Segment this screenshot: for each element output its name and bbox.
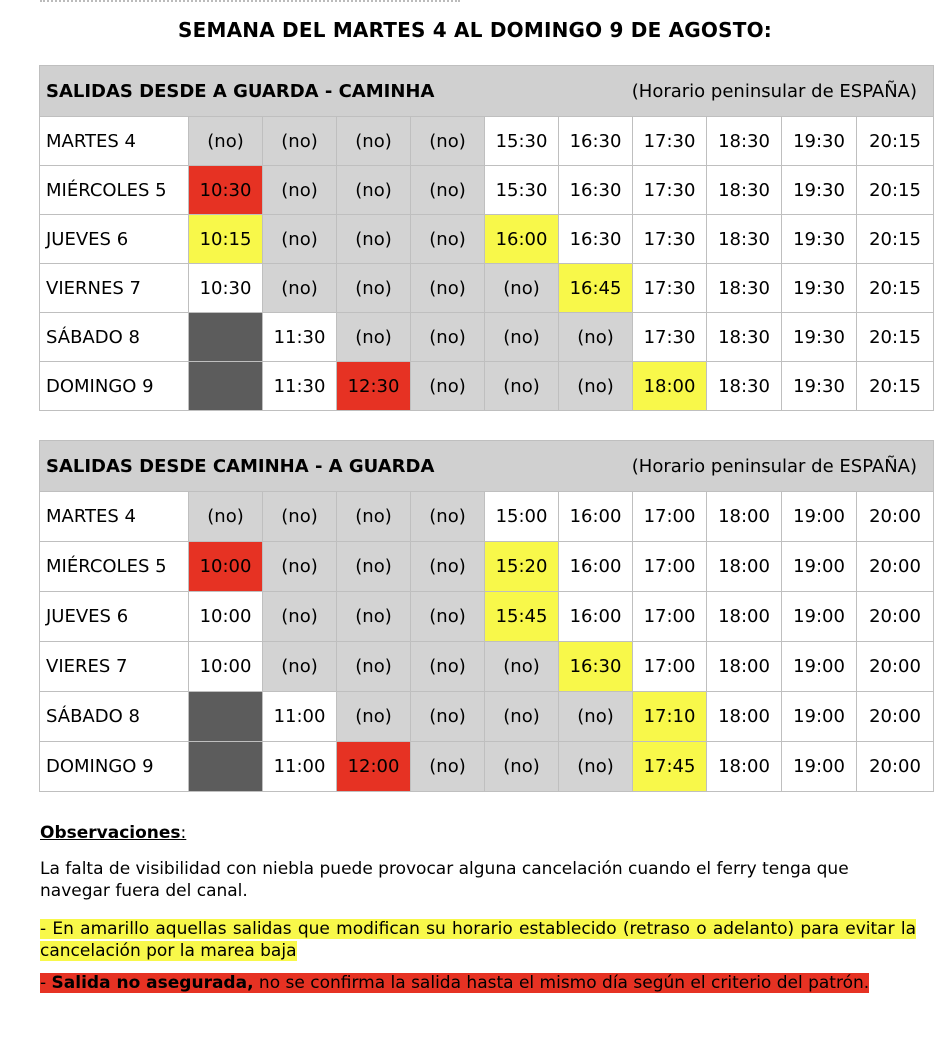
- timezone-note: (Horario peninsular de ESPAÑA): [631, 80, 918, 102]
- no-service-cell: (no): [411, 692, 485, 742]
- yellow-legend: [40, 918, 916, 962]
- table-header-row: [40, 66, 934, 117]
- no-service-cell: (no): [485, 264, 559, 313]
- departure-time-cell: 19:30: [782, 362, 857, 411]
- departure-time-cell: 20:15: [857, 215, 934, 264]
- no-service-cell: (no): [263, 166, 337, 215]
- departure-time-cell: 16:30: [559, 642, 633, 692]
- no-service-cell: (no): [337, 117, 411, 166]
- no-service-cell: (no): [411, 492, 485, 542]
- no-service-cell: (no): [485, 362, 559, 411]
- schedule-table-caminha-guarda: [39, 440, 934, 792]
- departure-time-cell: 19:30: [782, 117, 857, 166]
- departure-time-cell: 18:30: [707, 362, 782, 411]
- departure-time-cell: 15:00: [485, 492, 559, 542]
- table-row: [40, 542, 934, 592]
- red-legend-prefix: -: [40, 973, 52, 993]
- no-service-cell: (no): [263, 542, 337, 592]
- departure-time-cell: 17:30: [633, 264, 707, 313]
- observations-title: Observaciones: [40, 823, 181, 843]
- departure-time-cell: 16:45: [559, 264, 633, 313]
- departure-time-cell: 16:00: [485, 215, 559, 264]
- departure-time-cell: 16:00: [559, 592, 633, 642]
- no-service-cell: (no): [337, 264, 411, 313]
- no-service-cell: (no): [337, 166, 411, 215]
- table-row: [40, 742, 934, 792]
- departure-time-cell: 10:00: [189, 592, 263, 642]
- day-label: VIERES 7: [40, 642, 189, 692]
- no-service-cell: (no): [337, 692, 411, 742]
- departure-time-cell: 18:00: [633, 362, 707, 411]
- departure-time-cell: 20:00: [857, 742, 934, 792]
- day-label: MIÉRCOLES 5: [40, 542, 189, 592]
- departure-time-cell: 19:00: [782, 692, 857, 742]
- departure-time-cell: 18:00: [707, 642, 782, 692]
- departure-time-cell: 20:15: [857, 264, 934, 313]
- day-label: SÁBADO 8: [40, 313, 189, 362]
- no-service-cell: (no): [485, 313, 559, 362]
- departure-time-cell: 16:30: [559, 166, 633, 215]
- red-legend: [40, 972, 916, 994]
- no-service-cell: (no): [337, 215, 411, 264]
- day-label: MIÉRCOLES 5: [40, 166, 189, 215]
- day-label: DOMINGO 9: [40, 742, 189, 792]
- departure-time-cell: 10:00: [189, 542, 263, 592]
- departure-time-cell: 18:30: [707, 264, 782, 313]
- table-row: [40, 362, 934, 411]
- departure-time-cell: 19:00: [782, 592, 857, 642]
- table-body: [40, 117, 934, 411]
- no-service-cell: (no): [485, 642, 559, 692]
- no-service-cell: (no): [411, 313, 485, 362]
- day-label: SÁBADO 8: [40, 692, 189, 742]
- departure-time-cell: 15:20: [485, 542, 559, 592]
- day-label: MARTES 4: [40, 117, 189, 166]
- departure-time-cell: 18:30: [707, 215, 782, 264]
- no-service-cell: (no): [337, 642, 411, 692]
- departure-time-cell: 18:00: [707, 492, 782, 542]
- departure-time-cell: 11:00: [263, 742, 337, 792]
- departure-time-cell: 20:00: [857, 642, 934, 692]
- departure-time-cell: 12:30: [337, 362, 411, 411]
- departure-time-cell: 16:30: [559, 215, 633, 264]
- departure-time-cell: 19:30: [782, 313, 857, 362]
- departure-time-cell: 20:15: [857, 166, 934, 215]
- departure-time-cell: 20:00: [857, 592, 934, 642]
- departure-time-cell: 10:00: [189, 642, 263, 692]
- departure-time-cell: 17:30: [633, 215, 707, 264]
- departure-time-cell: 19:00: [782, 492, 857, 542]
- red-legend-bold: Salida no asegurada,: [51, 973, 254, 993]
- departure-time-cell: 18:00: [707, 692, 782, 742]
- no-service-cell: (no): [485, 742, 559, 792]
- departure-time-cell: 10:30: [189, 166, 263, 215]
- departure-time-cell: 11:00: [263, 692, 337, 742]
- departure-time-cell: 17:30: [633, 117, 707, 166]
- no-service-cell: (no): [411, 592, 485, 642]
- no-service-cell: (no): [411, 166, 485, 215]
- departure-time-cell: 18:30: [707, 313, 782, 362]
- no-service-cell: (no): [337, 592, 411, 642]
- departure-time-cell: 10:15: [189, 215, 263, 264]
- departure-time-cell: 17:00: [633, 642, 707, 692]
- no-service-cell: (no): [263, 264, 337, 313]
- no-service-cell: (no): [411, 264, 485, 313]
- departure-time-cell: 20:00: [857, 492, 934, 542]
- departure-time-cell: 17:30: [633, 166, 707, 215]
- no-service-cell: (no): [263, 215, 337, 264]
- day-label: DOMINGO 9: [40, 362, 189, 411]
- no-service-cell: (no): [263, 642, 337, 692]
- empty-slot-cell: [189, 362, 263, 411]
- red-legend-rest: no se confirma la salida hasta el mismo día según el criterio del patrón.: [253, 973, 870, 993]
- observations-heading: [40, 822, 916, 844]
- day-label: MARTES 4: [40, 492, 189, 542]
- no-service-cell: (no): [559, 313, 633, 362]
- table-row: [40, 592, 934, 642]
- no-service-cell: (no): [411, 215, 485, 264]
- departure-time-cell: 19:30: [782, 264, 857, 313]
- no-service-cell: (no): [411, 362, 485, 411]
- table-row: [40, 264, 934, 313]
- empty-slot-cell: [189, 692, 263, 742]
- table-row: [40, 642, 934, 692]
- departure-time-cell: 19:00: [782, 742, 857, 792]
- day-label: JUEVES 6: [40, 592, 189, 642]
- no-service-cell: (no): [263, 492, 337, 542]
- day-label: VIERNES 7: [40, 264, 189, 313]
- empty-slot-cell: [189, 313, 263, 362]
- table-row: [40, 492, 934, 542]
- no-service-cell: (no): [263, 117, 337, 166]
- departure-time-cell: 19:30: [782, 166, 857, 215]
- day-label: JUEVES 6: [40, 215, 189, 264]
- departure-time-cell: 11:30: [263, 362, 337, 411]
- cropped-header-remnant: [40, 0, 460, 5]
- no-service-cell: (no): [337, 492, 411, 542]
- no-service-cell: (no): [411, 742, 485, 792]
- departure-time-cell: 16:00: [559, 492, 633, 542]
- fog-note: La falta de visibilidad con niebla puede provocar alguna cancelación cuando el ferry tenga que navegar fuera del canal.: [40, 859, 849, 901]
- table-header-row: [40, 441, 934, 492]
- timezone-note: (Horario peninsular de ESPAÑA): [631, 455, 918, 477]
- departure-time-cell: 20:15: [857, 362, 934, 411]
- departure-time-cell: 17:45: [633, 742, 707, 792]
- table-body: [40, 492, 934, 792]
- departure-time-cell: 19:00: [782, 542, 857, 592]
- empty-slot-cell: [189, 742, 263, 792]
- departure-time-cell: 19:30: [782, 215, 857, 264]
- departure-time-cell: 18:00: [707, 542, 782, 592]
- departure-time-cell: 15:30: [485, 166, 559, 215]
- departure-time-cell: 20:00: [857, 692, 934, 742]
- no-service-cell: (no): [337, 542, 411, 592]
- table-title: SALIDAS DESDE A GUARDA - CAMINHA: [46, 80, 435, 102]
- departure-time-cell: 17:10: [633, 692, 707, 742]
- departure-time-cell: 16:00: [559, 542, 633, 592]
- table-row: [40, 117, 934, 166]
- page-title: SEMANA DEL MARTES 4 AL DOMINGO 9 DE AGOSTO:: [178, 18, 772, 42]
- no-service-cell: (no): [411, 642, 485, 692]
- departure-time-cell: 15:45: [485, 592, 559, 642]
- table-row: [40, 215, 934, 264]
- schedule-table-guarda-caminha: [39, 65, 934, 411]
- departure-time-cell: 18:00: [707, 742, 782, 792]
- departure-time-cell: 17:00: [633, 542, 707, 592]
- no-service-cell: (no): [189, 492, 263, 542]
- no-service-cell: (no): [559, 362, 633, 411]
- departure-time-cell: 20:15: [857, 313, 934, 362]
- table-row: [40, 313, 934, 362]
- no-service-cell: (no): [559, 742, 633, 792]
- departure-time-cell: 18:00: [707, 592, 782, 642]
- no-service-cell: (no): [263, 592, 337, 642]
- yellow-legend-text: - En amarillo aquellas salidas que modifican su horario establecido (retraso o adelanto) para evitar la cancelación por la marea baja: [40, 919, 916, 961]
- departure-time-cell: 18:30: [707, 117, 782, 166]
- departure-time-cell: 16:30: [559, 117, 633, 166]
- departure-time-cell: 15:30: [485, 117, 559, 166]
- table-row: [40, 692, 934, 742]
- departure-time-cell: 18:30: [707, 166, 782, 215]
- departure-time-cell: 11:30: [263, 313, 337, 362]
- departure-time-cell: 17:30: [633, 313, 707, 362]
- no-service-cell: (no): [337, 313, 411, 362]
- no-service-cell: (no): [559, 692, 633, 742]
- departure-time-cell: 19:00: [782, 642, 857, 692]
- departure-time-cell: 17:00: [633, 492, 707, 542]
- departure-time-cell: 17:00: [633, 592, 707, 642]
- no-service-cell: (no): [485, 692, 559, 742]
- observations-colon: :: [180, 823, 187, 843]
- departure-time-cell: 10:30: [189, 264, 263, 313]
- table-title: SALIDAS DESDE CAMINHA - A GUARDA: [46, 455, 435, 477]
- no-service-cell: (no): [411, 117, 485, 166]
- departure-time-cell: 12:00: [337, 742, 411, 792]
- no-service-cell: (no): [189, 117, 263, 166]
- no-service-cell: (no): [411, 542, 485, 592]
- departure-time-cell: 20:15: [857, 117, 934, 166]
- departure-time-cell: 20:00: [857, 542, 934, 592]
- table-row: [40, 166, 934, 215]
